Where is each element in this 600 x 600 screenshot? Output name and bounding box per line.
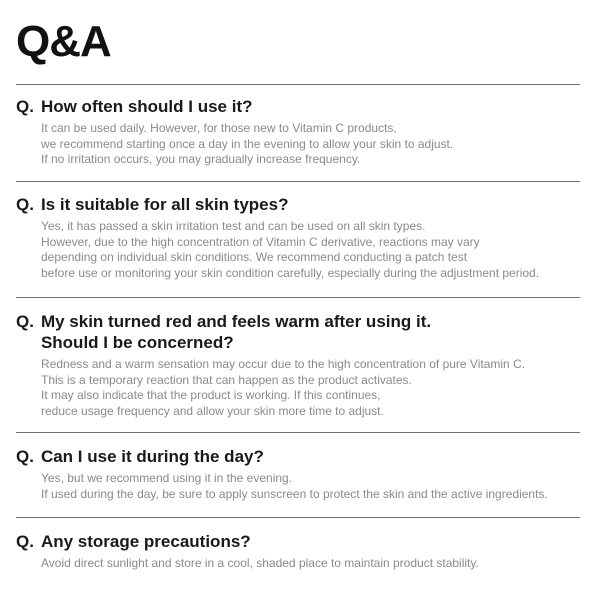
- answer: [41, 357, 586, 419]
- question-prefix: Q.: [16, 195, 34, 214]
- question-text: Should I be concerned?: [40, 333, 234, 352]
- answer-line: If no irritation occurs, you may gradually increase frequency.: [41, 152, 361, 166]
- answer-line: Avoid direct sunlight and store in a cool, shaded place to maintain product stability.: [41, 556, 479, 570]
- qa-item-usage-frequency: [16, 96, 586, 168]
- divider: [16, 297, 580, 298]
- answer-line: depending on individual skin conditions. We recommend conducting a patch test: [41, 250, 468, 264]
- answer-line: It may also indicate that the product is working. If this continues,: [41, 388, 381, 402]
- qa-item-redness: [16, 311, 586, 419]
- question: [16, 194, 586, 215]
- answer-line: reduce usage frequency and allow your skin more time to adjust.: [41, 403, 384, 418]
- qa-item-storage: [16, 531, 586, 572]
- question: [16, 531, 586, 552]
- divider: [16, 84, 580, 85]
- question-prefix: Q.: [16, 312, 34, 331]
- divider: [16, 181, 580, 182]
- question: [16, 96, 586, 117]
- question-text: How often should I use it?: [40, 97, 253, 116]
- question-text: Any storage precautions?: [40, 532, 251, 551]
- qa-item-skin-types: [16, 194, 586, 281]
- answer: [41, 556, 586, 572]
- question: [16, 446, 586, 467]
- answer-line: It can be used daily. However, for those new to Vitamin C products,: [41, 121, 397, 135]
- question-prefix: Q.: [16, 532, 34, 551]
- answer-line: Yes, but we recommend using it in the evening.: [41, 471, 293, 485]
- answer: [41, 121, 586, 168]
- question-prefix: Q.: [16, 97, 34, 116]
- answer: [41, 219, 586, 281]
- divider: [16, 517, 580, 518]
- answer-line: before use or monitoring your skin condition carefully, especially during the adjustment period.: [41, 265, 540, 280]
- question-text: My skin turned red and feels warm after using it.: [40, 312, 432, 331]
- answer-line: we recommend starting once a day in the evening to allow your skin to adjust.: [41, 136, 454, 151]
- question: [16, 311, 586, 353]
- question-prefix: Q.: [16, 447, 34, 466]
- question-text: Is it suitable for all skin types?: [40, 195, 289, 214]
- qa-item-daytime-use: [16, 446, 586, 502]
- answer: [41, 471, 586, 502]
- question-text: Can I use it during the day?: [40, 447, 264, 466]
- answer-line: Redness and a warm sensation may occur due to the high concentration of pure Vitamin C.: [41, 357, 526, 371]
- page-title: Q&A: [16, 17, 111, 66]
- answer-line: This is a temporary reaction that can happen as the product activates.: [41, 372, 412, 387]
- answer-line: Yes, it has passed a skin irritation test and can be used on all skin types.: [41, 219, 426, 233]
- answer-line: However, due to the high concentration of Vitamin C derivative, reactions may vary: [41, 234, 480, 249]
- answer-line: If used during the day, be sure to apply sunscreen to protect the skin and the active ingredients.: [41, 486, 548, 501]
- divider: [16, 432, 580, 433]
